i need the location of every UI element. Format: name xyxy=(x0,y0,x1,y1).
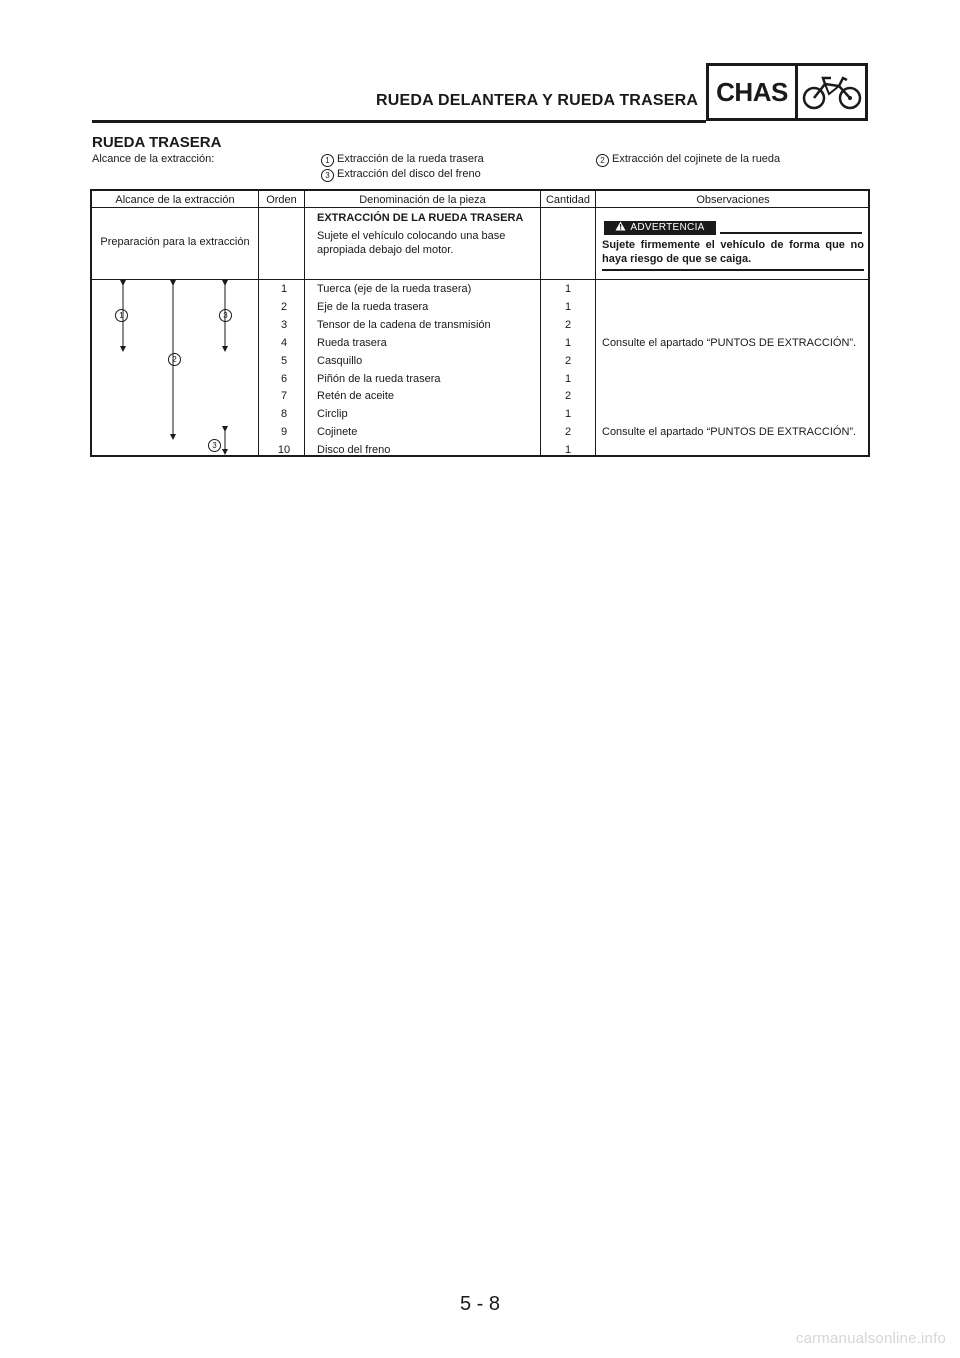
scope-item-text: Extracción de la rueda trasera xyxy=(337,153,484,165)
row-part: Circlip xyxy=(317,408,348,420)
row-qty: 2 xyxy=(564,390,572,402)
scope-marker-3: 3 xyxy=(219,309,232,322)
row-part: Casquillo xyxy=(317,355,363,367)
chas-label: CHAS xyxy=(709,66,798,118)
row-part: Piñón de la rueda trasera xyxy=(317,373,441,385)
row-qty: 2 xyxy=(564,355,572,367)
row-order: 1 xyxy=(280,283,288,295)
scope-item-3 xyxy=(321,167,481,182)
scope-item-2 xyxy=(596,152,780,167)
warning-badge xyxy=(604,221,716,235)
row-note: Consulte el apartado “PUNTOS DE EXTRACCIÓN”. xyxy=(602,426,857,438)
row-order: 7 xyxy=(280,390,288,402)
page-header-title: RUEDA DELANTERA Y RUEDA TRASERA xyxy=(376,92,699,109)
row-qty: 1 xyxy=(564,283,572,295)
row-order: 5 xyxy=(280,355,288,367)
row-part: Tuerca (eje de la rueda trasera) xyxy=(317,283,472,295)
row-part: Disco del freno xyxy=(317,444,391,456)
row-qty: 1 xyxy=(564,337,572,349)
circled-number: 1 xyxy=(321,154,334,167)
circled-number: 2 xyxy=(596,154,609,167)
scope-marker-3b: 3 xyxy=(208,439,221,452)
prep-instruction-line2: apropiada debajo del motor. xyxy=(317,244,454,256)
header-part: Denominación de la pieza xyxy=(359,194,486,206)
header-order: Orden xyxy=(266,194,297,206)
row-note: Consulte el apartado “PUNTOS DE EXTRACCIÓN”. xyxy=(602,337,857,349)
row-qty: 1 xyxy=(564,408,572,420)
row-divider xyxy=(92,207,868,208)
row-part: Rueda trasera xyxy=(317,337,387,349)
column-divider xyxy=(304,191,305,455)
row-order: 4 xyxy=(280,337,288,349)
disassembly-table xyxy=(90,189,870,457)
row-order: 10 xyxy=(277,444,291,456)
prep-label: Preparación para la extracción xyxy=(100,236,250,248)
circled-number: 3 xyxy=(321,169,334,182)
row-order: 9 xyxy=(280,426,288,438)
row-qty: 1 xyxy=(564,444,572,456)
page-number: 5 - 8 xyxy=(459,1293,501,1315)
scope-label: Alcance de la extracción: xyxy=(92,153,215,165)
scope-marker-1: 1 xyxy=(115,309,128,322)
row-part: Retén de aceite xyxy=(317,390,395,402)
row-order: 2 xyxy=(280,301,288,313)
row-qty: 1 xyxy=(564,301,572,313)
chas-badge xyxy=(706,63,868,121)
warning-label: ADVERTENCIA xyxy=(630,222,705,233)
warning-rule-top xyxy=(720,232,862,234)
scope-arrows-diagram xyxy=(92,279,258,455)
motorcycle-icon xyxy=(798,66,865,118)
column-divider xyxy=(258,191,259,455)
row-order: 3 xyxy=(280,319,288,331)
prep-instruction-line1: Sujete el vehículo colocando una base xyxy=(317,230,506,242)
prep-heading: EXTRACCIÓN DE LA RUEDA TRASERA xyxy=(317,212,524,224)
watermark: carmanualsonline.info xyxy=(795,1330,946,1347)
section-title: RUEDA TRASERA xyxy=(92,134,222,151)
warning-rule-bottom xyxy=(602,269,864,271)
scope-item-text: Extracción del cojinete de la rueda xyxy=(612,153,781,165)
header-rule xyxy=(92,120,706,123)
scope-item-text: Extracción del disco del freno xyxy=(337,168,481,180)
row-order: 6 xyxy=(280,373,288,385)
header-scope: Alcance de la extracción xyxy=(115,194,235,206)
row-part: Eje de la rueda trasera xyxy=(317,301,429,313)
row-part: Cojinete xyxy=(317,426,358,438)
row-qty: 1 xyxy=(564,373,572,385)
header-qty: Cantidad xyxy=(545,194,591,206)
scope-item-1 xyxy=(321,152,484,167)
row-qty: 2 xyxy=(564,319,572,331)
column-divider xyxy=(595,191,596,455)
header-notes: Observaciones xyxy=(696,194,770,206)
warning-icon xyxy=(615,221,626,236)
row-order: 8 xyxy=(280,408,288,420)
row-qty: 2 xyxy=(564,426,572,438)
row-part: Tensor de la cadena de transmisión xyxy=(317,319,491,331)
warning-text: Sujete firmemente el vehículo de forma que no haya riesgo de que se caiga. xyxy=(602,239,864,265)
scope-marker-2: 2 xyxy=(168,353,181,366)
